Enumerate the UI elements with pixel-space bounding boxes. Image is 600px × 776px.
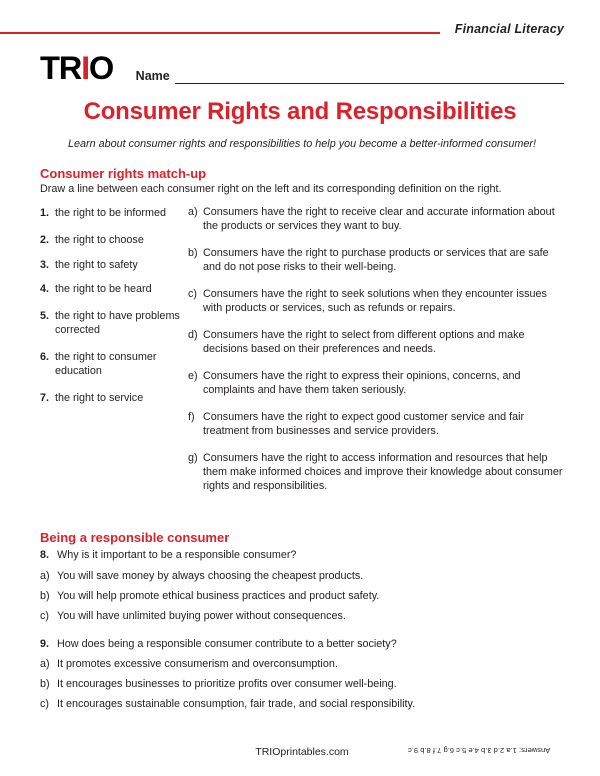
item-label: Consumers have the right to seek solutions when they encounter issues with products or services, such as refunds or repairs. [203, 288, 547, 315]
subject-label: Financial Literacy [454, 22, 564, 36]
choice-letter: b) [40, 677, 50, 690]
rights-column [40, 205, 188, 405]
item-letter: g) [188, 452, 198, 465]
question-number: 9. [40, 637, 50, 650]
list-item[interactable] [188, 451, 564, 493]
answer-key-text: Answers: 1.a 2.d 3.b 4.e 5.c 6.g 7.f 8.b 9.c [407, 746, 550, 755]
choice-letter: c) [40, 609, 49, 622]
item-letter: c) [188, 288, 197, 301]
item-label: Consumers have the right to receive clear and accurate information about the products or services they want to buy. [203, 206, 555, 233]
item-label: Consumers have the right to select from different options and make decisions based on their preferences and needs. [203, 329, 525, 356]
choice-letter: a) [40, 569, 50, 582]
definitions-column [188, 205, 564, 506]
logo-text-i: I [81, 50, 89, 86]
choice-text: It encourages businesses to prioritize profits over consumer well-being. [57, 677, 397, 690]
list-item[interactable] [40, 392, 188, 406]
page-title: Consumer Rights and Responsibilities [83, 98, 517, 125]
item-label: the right to safety [55, 258, 138, 271]
section-responsible-consumer [40, 530, 564, 710]
section-matchup [40, 166, 564, 506]
list-item[interactable] [40, 207, 188, 221]
item-number: 3. [40, 258, 50, 271]
logo-text-o: O [88, 50, 114, 86]
matchup-columns [40, 205, 564, 506]
question-8 [40, 548, 564, 622]
item-number: 4. [40, 283, 50, 296]
question-prompt [40, 637, 564, 651]
list-item[interactable] [188, 287, 564, 315]
item-label: the right to be informed [55, 207, 167, 219]
answer-choice[interactable] [40, 589, 564, 603]
choice-text: You will save money by always choosing the cheapest products. [57, 569, 364, 582]
answer-choice[interactable] [40, 609, 564, 623]
choice-text: You will help promote ethical business practices and product safety. [57, 589, 380, 602]
question-text: Why is it important to be a responsible consumer? [57, 549, 297, 562]
question-9 [40, 637, 564, 711]
answer-choice[interactable] [40, 657, 564, 671]
item-label: the right to service [55, 391, 144, 404]
choice-text: It encourages sustainable consumption, fair trade, and social responsibility. [57, 697, 416, 710]
header-red-rule [0, 32, 440, 34]
item-label: Consumers have the right to expect good customer service and fair treatment from businesses and service providers. [203, 411, 525, 438]
choice-text: It promotes excessive consumerism and overconsumption. [57, 657, 338, 670]
item-number: 1. [40, 207, 50, 219]
item-label: the right to consumer education [55, 350, 157, 377]
list-item[interactable] [188, 328, 564, 356]
item-number: 6. [40, 350, 50, 363]
question-number: 8. [40, 549, 50, 562]
worksheet-content [40, 166, 564, 711]
name-input-line[interactable] [175, 71, 564, 84]
item-label: the right to have problems corrected [55, 310, 180, 337]
footer-website-link[interactable]: TRIOprintables.com [255, 746, 349, 758]
list-item[interactable] [188, 410, 564, 438]
item-label: the right to be heard [55, 283, 152, 296]
page-footer [40, 744, 564, 764]
choice-text: You will have unlimited buying power without consequences. [57, 609, 346, 622]
question-text: How does being a responsible consumer contribute to a better society? [57, 637, 397, 650]
choice-letter: a) [40, 657, 50, 670]
item-number: 5. [40, 310, 50, 323]
answer-choice[interactable] [40, 677, 564, 691]
item-label: Consumers have the right to express their opinions, concerns, and complaints and have them taken seriously. [203, 370, 521, 397]
list-item[interactable] [40, 351, 188, 379]
item-label: Consumers have the right to access information and resources that help them make informed choices and improve their knowledge about consumer rights and responsibilities. [203, 452, 563, 493]
list-item[interactable] [40, 283, 188, 297]
trio-logo [40, 52, 113, 84]
item-letter: d) [188, 329, 198, 342]
list-item[interactable] [40, 259, 188, 273]
list-item[interactable] [188, 246, 564, 274]
section1-heading: Consumer rights match-up [40, 166, 207, 181]
list-item[interactable] [188, 369, 564, 397]
choice-letter: b) [40, 589, 50, 602]
section1-instructions: Draw a line between each consumer right on the left and its corresponding definition on the right. [40, 183, 502, 195]
choice-letter: c) [40, 697, 49, 710]
name-label: Name [135, 68, 170, 83]
item-letter: a) [188, 206, 198, 218]
page-header [0, 0, 600, 48]
answer-choice[interactable] [40, 569, 564, 583]
item-letter: e) [188, 370, 198, 383]
item-label: Consumers have the right to purchase products or services that are safe and do not pose risks to their well-being. [203, 247, 549, 274]
item-number: 2. [40, 233, 50, 246]
logo-text-tr: TR [40, 50, 82, 86]
list-item[interactable] [40, 310, 188, 338]
page-subtitle: Learn about consumer rights and responsibilities to help you become a better-informed consumer! [68, 138, 536, 150]
section2-heading: Being a responsible consumer [40, 530, 230, 546]
item-letter: f) [188, 411, 195, 424]
answer-choice[interactable] [40, 697, 564, 711]
list-item[interactable] [188, 205, 564, 233]
identity-row [40, 50, 564, 84]
item-letter: b) [188, 247, 198, 260]
question-prompt [40, 548, 564, 562]
item-number: 7. [40, 391, 50, 404]
list-item[interactable] [40, 234, 188, 248]
item-label: the right to choose [55, 233, 144, 246]
